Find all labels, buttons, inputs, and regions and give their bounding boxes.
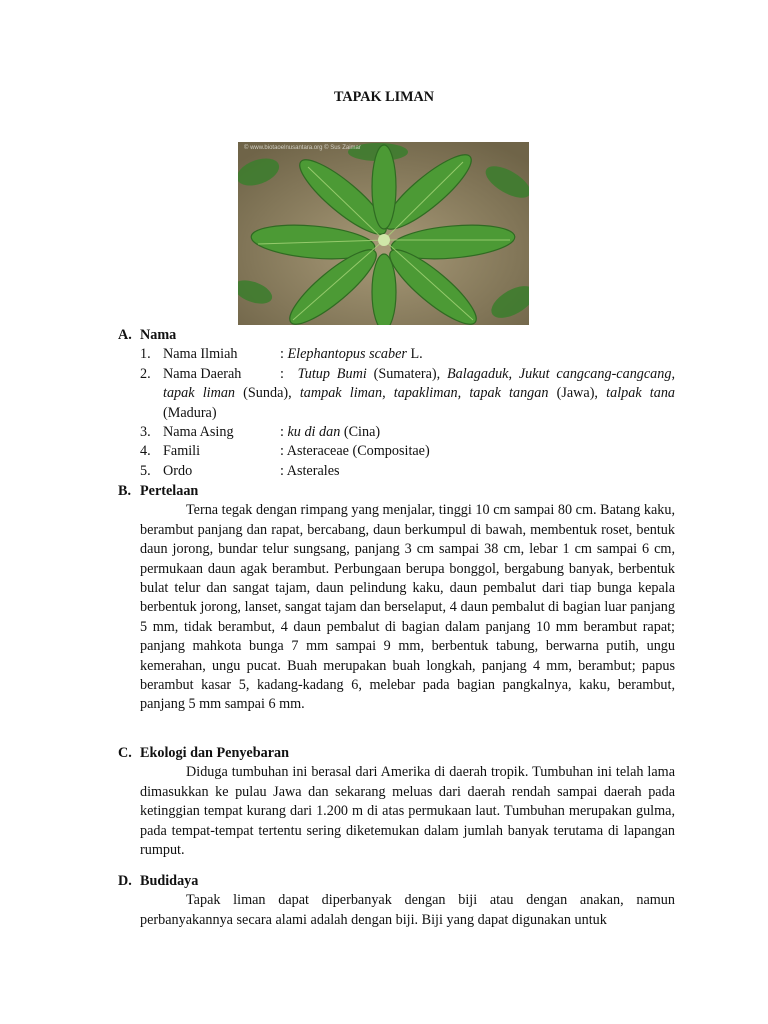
list-value: (Cina) [340,424,381,441]
section-title: Budidaya [140,873,199,889]
section-heading [118,482,675,501]
regional-name: Tutup Bumi [297,365,367,382]
list-value: Asterales [286,462,340,479]
section-letter: D. [118,873,132,889]
list-key: Famili [163,443,201,460]
section-body: Diduga tumbuhan ini berasal dari Amerika di daerah tropik. Tumbuhan ini telah lama dimasukkan ke pulau Jawa dan sekarang meluas dari daerah rendah sampai daerah pada ketinggian tempat kurang dari 1.200 m di atas permukaan laut. Tumbuhan merupakan gulma, pada tempat-tempat tertentu sering diketemukan dalam jumlah banyak terutama di lapangan rumput. [140,764,675,859]
list-value: Asteraceae (Compositae) [286,443,430,460]
section-title: Nama [140,327,177,343]
list-key: Nama Asing [163,424,234,441]
list-number: 4. [140,443,151,460]
page-title: TAPAK LIMAN [334,89,434,105]
list-value: L. [406,346,423,363]
list-separator: : [280,365,284,382]
section-nama [118,326,675,481]
section-title: Pertelaan [140,483,199,499]
regional-name: tampak liman, tapakliman, tapak tangan [299,385,549,402]
section-heading [118,872,675,891]
section-heading [118,744,675,763]
list-key: Nama Daerah [163,365,242,382]
foreign-name: ku di dan [287,424,341,441]
list-separator: : [280,346,284,363]
list-separator: : [280,443,284,460]
section-body: Terna tegak dengan rimpang yang menjalar, tinggi 10 cm sampai 80 cm. Batang kaku, berambut panjang dan rapat, bercabang, daun berkumpul di bawah, membentuk roset, bentuk daun jorong, bundar telur sungsang, panjang 3 cm sampai 38 cm, lebar 1 cm sampai 6 cm, permukaan daun agak berambut. Perbungaan berupa bonggol, bergabung banyak, berbentuk bulat telur dan sangat tajam, daun pelindung kaku, daun pembalut dari tiap bunga kepala berbentuk jorong, lanset, sangat tajam dan berselaput, 4 daun pembalut di bagian luar panjang 5 mm, tidak berambut, 4 daun pembalut di bagian dalam panjang 10 mm berambut rapat; panjang mahkota bunga 7 mm sampai 9 mm, berbentuk tabung, berwarna putih, ungu kemerahan, ungu pucat. Buah merupakan buah longkah, panjang 4 mm, berambut; papus berambut kasar 5, kadang-kadang 6, melebar pada bagian pangkalnya, kaku, berambut, panjang 5 mm sampai 6 mm. [140,502,675,713]
section-body: Tapak liman dapat diperbanyak dengan biji atau dengan anakan, namun perbanyakannya secara alami adalah dengan biji. Biji yang dapat digunakan untuk [140,892,675,928]
section-letter: C. [118,745,132,761]
list-number: 5. [140,462,151,479]
scientific-name: Elephantopus scaber [287,346,407,363]
name-list [118,345,675,481]
list-separator: : [280,462,284,479]
section-letter: A. [118,327,132,343]
list-item-ordo [118,462,675,481]
section-letter: B. [118,483,132,499]
section-title: Ekologi dan Penyebaran [140,745,289,761]
section-pertelaan [118,482,675,715]
region: (Jawa), [548,385,607,402]
region: (Madura) [163,404,217,421]
plant-photo [238,142,529,325]
list-number: 2. [140,365,151,382]
photo-caption: © www.biotaoelnusantara.org © Sus Zaimar [244,145,361,151]
list-key: Ordo [163,462,193,479]
list-item-nama-asing [118,423,675,442]
list-number: 1. [140,346,151,363]
list-key: Nama Ilmiah [163,346,238,363]
regional-name: talpak tana [606,385,676,402]
section-heading [118,326,675,345]
list-number: 3. [140,424,151,441]
list-item-famili [118,442,675,461]
region: (Sumatera), [366,365,448,382]
region: (Sunda), [235,385,300,402]
section-budidaya [118,872,675,930]
list-item-nama-daerah [118,365,675,423]
list-item-nama-ilmiah [118,345,675,364]
section-ekologi [118,744,675,860]
regional-name: Balagaduk, Jukut cangcang-cangcang, tapak liman [163,365,676,402]
list-separator: : [280,424,284,441]
plant-illustration [238,142,529,325]
